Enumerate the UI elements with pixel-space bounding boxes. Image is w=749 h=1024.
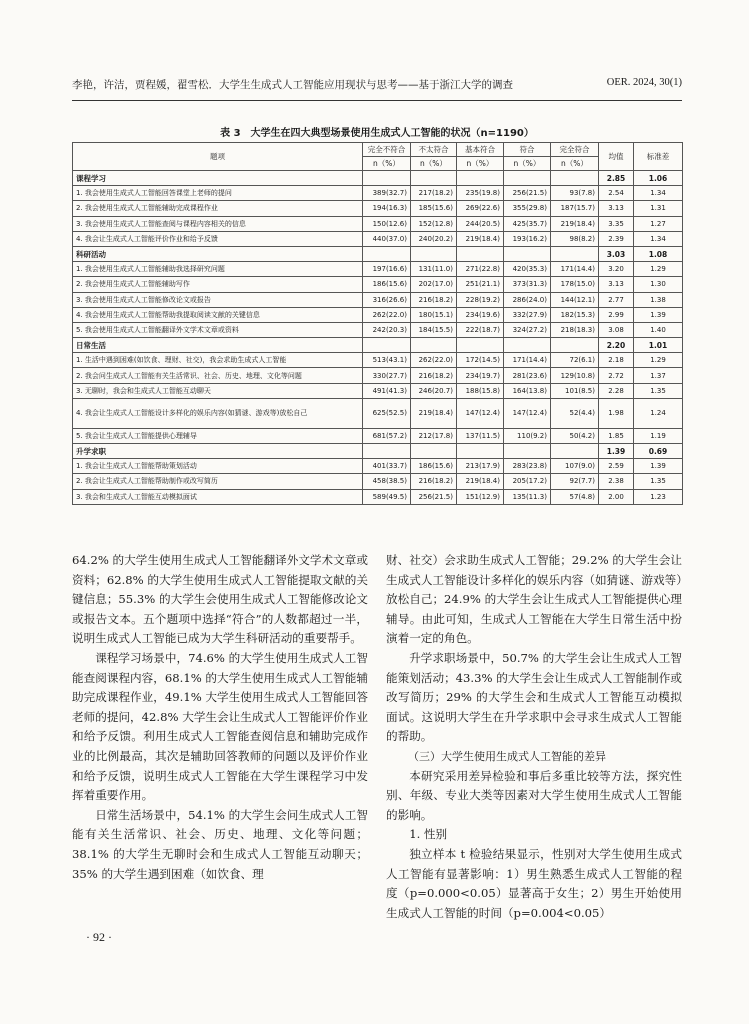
sd-cell: 1.38 [634,292,683,307]
empty-cell [504,444,551,459]
empty-cell [551,338,599,353]
count-cell: 188(15.8) [457,383,504,398]
item-text: 3. 我会和生成式人工智能互动模拟面试 [73,489,363,504]
section-row [73,444,683,459]
empty-cell [363,444,411,459]
item-text: 2. 我会使用生成式人工智能辅助写作 [73,277,363,292]
left-text-column [72,551,368,884]
table-row [73,201,683,216]
table-caption: 表 3 大学生在四大典型场景使用生成式人工智能的状况（n=1190） [220,128,534,139]
count-cell: 256(21.5) [411,489,457,504]
empty-cell [504,338,551,353]
count-cell: 171(14.4) [504,353,551,368]
table-row [73,307,683,322]
empty-cell [504,246,551,261]
header-authors-title: 李艳，许洁，贾程媛，翟雪松．大学生生成式人工智能应用现状与思考——基于浙江大学的调查 [72,79,513,91]
count-cell: 242(20.3) [363,322,411,337]
count-cell: 491(41.3) [363,383,411,398]
header-journal-issue: OER. 2024, 30(1) [606,77,682,88]
count-cell: 212(17.8) [411,428,457,443]
empty-cell [551,246,599,261]
paragraph: 本研究采用差异检验和事后多重比较等方法，探究性别、年级、专业大类等因素对大学生使用生成式人工智能的影响。 [386,768,682,822]
sd-cell: 1.29 [634,353,683,368]
count-cell: 202(17.0) [411,277,457,292]
count-cell: 440(37.0) [363,231,411,246]
table-row [73,292,683,307]
sd-cell: 1.24 [634,398,683,428]
empty-cell [457,246,504,261]
table-row [73,277,683,292]
count-cell: 135(11.3) [504,489,551,504]
section-sd: 1.01 [634,338,683,353]
mean-cell: 2.00 [599,489,634,504]
mean-cell: 3.08 [599,322,634,337]
paragraph: 64.2% 的大学生使用生成式人工智能翻译外文学术文章或资料；62.8% 的大学生使用生成式人工智能提取文献的关键信息；55.3% 的大学生会使用生成式人工智能修改论文或报告文本。五个题项中选择“符合”的人数都超过一半，说明生成式人工智能已成为大学生科研活动的重要帮手。 [72,553,368,646]
count-cell: 330(27.7) [363,368,411,383]
section-title: 升学求职 [73,444,363,459]
item-text: 2. 我会问生成式人工智能有关生活常识、社会、历史、地理、文化等问题 [73,368,363,383]
subsection-heading: 1. 性别 [409,827,448,842]
count-cell: 216(18.2) [411,368,457,383]
page-number: · 92 · [86,930,112,944]
count-cell: 98(8.2) [551,231,599,246]
count-cell: 283(23.8) [504,459,551,474]
count-cell: 150(12.6) [363,216,411,231]
empty-cell [551,444,599,459]
item-text: 4. 我会让生成式人工智能设计多样化的娱乐内容(如猜谜、游戏等)放松自己 [73,398,363,428]
paragraph: 升学求职场景中，50.7% 的大学生会让生成式人工智能策划活动；43.3% 的大学生会让生成式人工智能制作或改写简历；29% 的大学生会和生成式人工智能互动模拟面试。这说明大学生在升学求职中会寻求生成式人工智能的帮助。 [386,650,682,744]
sd-cell: 1.39 [634,307,683,322]
paragraph: 日常生活场景中，54.1% 的大学生会问生成式人工智能有关生活常识、社会、历史、地理、文化等问题；38.1% 的大学生无聊时会和生成式人工智能互动聊天；35% 的大学生遇到困难（如饮食、理 [72,807,368,881]
mean-cell: 2.18 [599,353,634,368]
count-cell: 50(4.2) [551,428,599,443]
count-cell: 205(17.2) [504,474,551,489]
count-cell: 137(11.5) [457,428,504,443]
count-cell: 213(17.9) [457,459,504,474]
item-text: 5. 我会使用生成式人工智能翻译外文学术文章或资料 [73,322,363,337]
mean-cell: 3.13 [599,277,634,292]
count-cell: 513(43.1) [363,353,411,368]
table-3 [72,142,683,505]
count-cell: 234(19.7) [457,368,504,383]
paragraph: 课程学习场景中，74.6% 的大学生使用生成式人工智能查阅课程内容，68.1% 的大学生使用生成式人工智能辅助完成课程作业，49.1% 大学生使用生成式人工智能回答老师的提问，42.8% 大学生会让生成式人工智能评价作业和给予反馈。利用生成式人工智能查阅信息和辅助完成作业的比例最高，其次是辅助回答教师的问题以及评价作业和给予反馈，说明生成式人工智能在大学生课程学习中发挥着重要作用。 [72,650,368,803]
item-text: 1. 我会使用生成式人工智能辅助我选择研究问题 [73,262,363,277]
item-text: 3. 无聊时，我会和生成式人工智能互动聊天 [73,383,363,398]
header-rule [72,100,682,101]
count-cell: 219(18.4) [411,398,457,428]
count-cell: 107(9.0) [551,459,599,474]
count-cell: 332(27.9) [504,307,551,322]
count-cell: 251(21.1) [457,277,504,292]
item-text: 4. 我会让生成式人工智能评价作业和给予反馈 [73,231,363,246]
count-cell: 171(14.4) [551,262,599,277]
count-cell: 262(22.0) [363,307,411,322]
section-row [73,246,683,261]
count-cell: 187(15.7) [551,201,599,216]
section-title: 课程学习 [73,171,363,186]
empty-cell [411,444,457,459]
count-cell: 164(13.8) [504,383,551,398]
table-row [73,368,683,383]
count-cell: 286(24.0) [504,292,551,307]
count-cell: 681(57.2) [363,428,411,443]
empty-cell [411,338,457,353]
running-header [72,77,682,95]
section-title: 日常生活 [73,338,363,353]
count-cell: 228(19.2) [457,292,504,307]
header-sd: 标准差 [634,143,683,171]
count-cell: 219(18.4) [551,216,599,231]
empty-cell [363,171,411,186]
table-row [73,216,683,231]
count-cell: 589(49.5) [363,489,411,504]
section-row [73,171,683,186]
item-text: 2. 我会使用生成式人工智能辅助完成课程作业 [73,201,363,216]
sd-cell: 1.35 [634,474,683,489]
count-cell: 186(15.6) [411,459,457,474]
mean-cell: 1.98 [599,398,634,428]
count-cell: 244(20.5) [457,216,504,231]
count-cell: 129(10.8) [551,368,599,383]
empty-cell [457,444,504,459]
empty-cell [411,246,457,261]
item-text: 1. 我会让生成式人工智能帮助策划活动 [73,459,363,474]
count-cell: 72(6.1) [551,353,599,368]
count-cell: 147(12.4) [504,398,551,428]
count-cell: 178(15.0) [551,277,599,292]
count-cell: 281(23.6) [504,368,551,383]
sd-cell: 1.40 [634,322,683,337]
mean-cell: 2.77 [599,292,634,307]
mean-cell: 2.54 [599,186,634,201]
mean-cell: 3.35 [599,216,634,231]
count-cell: 101(8.5) [551,383,599,398]
sd-cell: 1.37 [634,368,683,383]
mean-cell: 2.99 [599,307,634,322]
count-cell: 262(22.0) [411,353,457,368]
count-cell: 152(12.8) [411,216,457,231]
count-cell: 172(14.5) [457,353,504,368]
sd-cell: 1.34 [634,186,683,201]
item-text: 3. 我会使用生成式人工智能查阅与课程内容相关的信息 [73,216,363,231]
mean-cell: 3.13 [599,201,634,216]
count-cell: 180(15.1) [411,307,457,322]
header-sub: n（%） [551,157,599,171]
mean-cell: 2.72 [599,368,634,383]
table-body [73,171,683,505]
count-cell: 246(20.7) [411,383,457,398]
count-cell: 373(31.3) [504,277,551,292]
item-text: 1. 生活中遇到困难(如饮食、理财、社交)，我会求助生成式人工智能 [73,353,363,368]
header-sub: n（%） [363,157,411,171]
count-cell: 217(18.2) [411,186,457,201]
sd-cell: 1.34 [634,231,683,246]
count-cell: 194(16.3) [363,201,411,216]
count-cell: 355(29.8) [504,201,551,216]
count-cell: 184(15.5) [411,322,457,337]
empty-cell [551,171,599,186]
count-cell: 110(9.2) [504,428,551,443]
section-row [73,338,683,353]
empty-cell [457,338,504,353]
sd-cell: 1.31 [634,201,683,216]
mean-cell: 1.85 [599,428,634,443]
empty-cell [504,171,551,186]
table-row [73,428,683,443]
section-sd: 1.06 [634,171,683,186]
table-row [73,474,683,489]
count-cell: 131(11.0) [411,262,457,277]
item-text: 4. 我会使用生成式人工智能帮助我提取阅读文献的关键信息 [73,307,363,322]
empty-cell [363,338,411,353]
count-cell: 182(15.3) [551,307,599,322]
count-cell: 147(12.4) [457,398,504,428]
section-sd: 0.69 [634,444,683,459]
count-cell: 219(18.4) [457,231,504,246]
count-cell: 269(22.6) [457,201,504,216]
count-cell: 425(35.7) [504,216,551,231]
paragraph: 财、社交）会求助生成式人工智能；29.2% 的大学生会让生成式人工智能设计多样化的娱乐内容（如猜谜、游戏等）放松自己；24.9% 的大学生会让生成式人工智能提供心理辅导。由此可知，生成式人工智能在大学生日常生活中扮演着一定的角色。 [386,553,682,646]
section-mean: 2.85 [599,171,634,186]
count-cell: 219(18.4) [457,474,504,489]
count-cell: 401(33.7) [363,459,411,474]
count-cell: 57(4.8) [551,489,599,504]
section-mean: 2.20 [599,338,634,353]
count-cell: 389(32.7) [363,186,411,201]
section-heading: （三）大学生使用生成式人工智能的差异 [408,749,606,763]
count-cell: 222(18.7) [457,322,504,337]
table-row [73,459,683,474]
count-cell: 52(4.4) [551,398,599,428]
count-cell: 197(16.6) [363,262,411,277]
header-mean: 均值 [599,143,634,171]
item-text: 1. 我会使用生成式人工智能回答课堂上老师的提问 [73,186,363,201]
count-cell: 218(18.3) [551,322,599,337]
header-sub: n（%） [504,157,551,171]
section-mean: 3.03 [599,246,634,261]
section-mean: 1.39 [599,444,634,459]
count-cell: 420(35.3) [504,262,551,277]
sd-cell: 1.23 [634,489,683,504]
count-cell: 235(19.8) [457,186,504,201]
section-sd: 1.08 [634,246,683,261]
table-row [73,489,683,504]
mean-cell: 2.28 [599,383,634,398]
sd-cell: 1.39 [634,459,683,474]
header-group: 基本符合 [457,143,504,157]
count-cell: 216(18.2) [411,474,457,489]
count-cell: 316(26.6) [363,292,411,307]
count-cell: 186(15.6) [363,277,411,292]
section-title: 科研活动 [73,246,363,261]
table-row [73,262,683,277]
count-cell: 92(7.7) [551,474,599,489]
mean-cell: 2.59 [599,459,634,474]
count-cell: 234(19.6) [457,307,504,322]
header-item: 题项 [73,143,363,171]
count-cell: 271(22.8) [457,262,504,277]
count-cell: 93(7.8) [551,186,599,201]
paragraph: 独立样本 t 检验结果显示，性别对大学生使用生成式人工智能有显著影响：1）男生熟悉生成式人工智能的程度（p=0.000<0.05）显著高于女生；2）男生开始使用生成式人工智能的时间（p=0.004<0.05） [386,846,682,920]
sd-cell: 1.27 [634,216,683,231]
table-row [73,186,683,201]
mean-cell: 3.20 [599,262,634,277]
count-cell: 458(38.5) [363,474,411,489]
header-group: 符合 [504,143,551,157]
header-sub: n（%） [457,157,504,171]
mean-cell: 2.38 [599,474,634,489]
item-text: 3. 我会使用生成式人工智能修改论文或报告 [73,292,363,307]
count-cell: 151(12.9) [457,489,504,504]
header-group: 不太符合 [411,143,457,157]
mean-cell: 2.39 [599,231,634,246]
count-cell: 240(20.2) [411,231,457,246]
header-group: 完全符合 [551,143,599,157]
item-text: 2. 我会让生成式人工智能帮助制作或改写简历 [73,474,363,489]
count-cell: 144(12.1) [551,292,599,307]
empty-cell [457,171,504,186]
sd-cell: 1.19 [634,428,683,443]
header-sub: n（%） [411,157,457,171]
count-cell: 185(15.6) [411,201,457,216]
table-row [73,398,683,428]
count-cell: 625(52.5) [363,398,411,428]
sd-cell: 1.35 [634,383,683,398]
item-text: 5. 我会让生成式人工智能提供心理辅导 [73,428,363,443]
empty-cell [411,171,457,186]
empty-cell [363,246,411,261]
count-cell: 216(18.2) [411,292,457,307]
sd-cell: 1.29 [634,262,683,277]
count-cell: 324(27.2) [504,322,551,337]
right-text-column [386,551,682,923]
sd-cell: 1.30 [634,277,683,292]
count-cell: 193(16.2) [504,231,551,246]
table-row [73,322,683,337]
table-row [73,383,683,398]
count-cell: 256(21.5) [504,186,551,201]
header-group: 完全不符合 [363,143,411,157]
table-row [73,353,683,368]
table-row [73,231,683,246]
